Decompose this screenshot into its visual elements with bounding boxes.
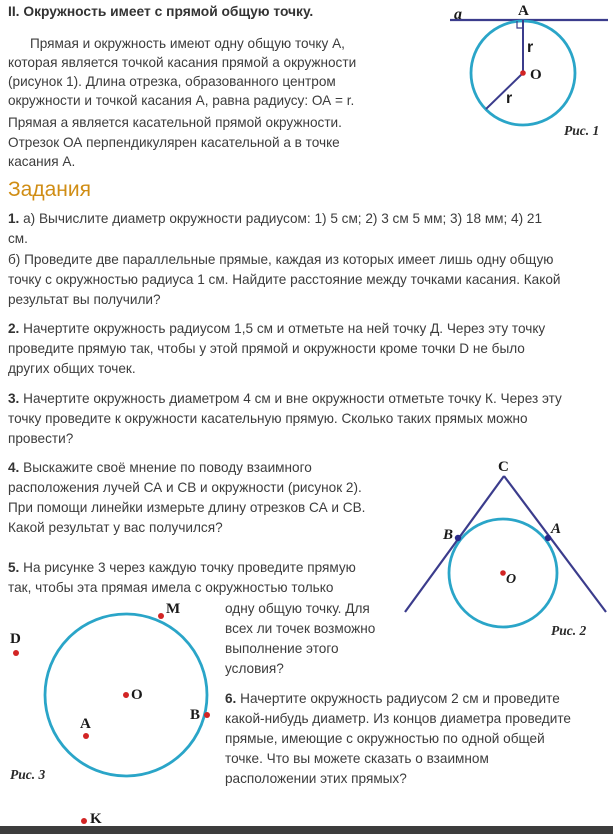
label-r2: r [506, 90, 513, 107]
task-text: Начертите окружность радиусом 2 см и проведите [240, 691, 560, 706]
theory-line: окружности и точкой касания А, равна радиусу: ОА = r. [8, 93, 355, 108]
figure-3 [0, 595, 222, 826]
label-r1: r [527, 39, 534, 56]
task-text: а) Вычислите диаметр окружности радиусом: 1) 5 см; 2) 3 см 5 мм; 3) 18 мм; 4) 21 [23, 211, 543, 226]
task-5-line [8, 558, 356, 577]
center-dot [500, 570, 506, 576]
task-6-line: прямые, имеющие с окружностью по одной общей [225, 731, 545, 746]
task-2-line [8, 319, 545, 338]
label-D: D [10, 631, 21, 647]
task-text: Выскажите своё мнение по поводу взаимного [23, 460, 312, 475]
label-A: A [551, 521, 562, 537]
label-C: C [498, 459, 509, 475]
label-B: B [443, 527, 454, 543]
center-dot [520, 70, 526, 76]
label-A: A [80, 716, 91, 732]
ray-cb [405, 476, 504, 612]
caption-fig3: Рис. 3 [10, 767, 46, 782]
theory-line: Прямая а является касательной прямой окружности. [8, 115, 342, 130]
point-d-dot [13, 650, 19, 656]
theory-line: касания А. [8, 154, 76, 169]
figure-1 [440, 0, 613, 150]
caption-fig2: Рис. 2 [551, 623, 587, 638]
task-number: 2. [8, 321, 20, 336]
radius-2 [486, 73, 523, 109]
task-5-line: так, чтобы эта прямая имела с окружностью только [8, 580, 334, 595]
label-A: A [518, 3, 529, 19]
task-text: Начертите окружность радиусом 1,5 см и отметьте на ней точку Д. Через эту точку [23, 321, 546, 336]
theory-line: Прямая и окружность имеют одну общую точку А, [30, 36, 345, 51]
point-m-dot [158, 613, 164, 619]
label-M: M [166, 601, 181, 617]
task-number: 3. [8, 391, 20, 406]
theory-line: Отрезок ОА перпендикулярен касательной а в точке [8, 135, 340, 150]
task-5-line: условия? [225, 661, 284, 676]
tasks-heading: Задания [8, 178, 91, 201]
figure-2 [398, 455, 613, 645]
task-6-line [225, 689, 560, 708]
section-title: II. Окружность имеет с прямой общую точку. [8, 4, 314, 19]
label-O: O [131, 687, 143, 703]
point-b-dot [455, 535, 461, 541]
task-2-line: проведите прямую так, чтобы у этой прямой и окружности кроме точки D не было [8, 341, 525, 356]
task-6-line: расположении этих прямых? [225, 771, 407, 786]
task-4-line: При помощи линейки измерьте длину отрезков СА и СВ. [8, 500, 366, 515]
task-4-line [8, 458, 312, 477]
task-1-line: точку с окружностью радиуса 1 см. Найдите расстояние между точками касания. Какой [8, 272, 561, 287]
task-6-line: точке. Что вы можете сказать о взаимном [225, 751, 489, 766]
label-O: O [506, 572, 517, 587]
label-a: a [454, 6, 462, 23]
task-4-line: расположения лучей СА и СВ и окружности (рисунок 2). [8, 480, 362, 495]
task-2-line: других общих точек. [8, 361, 136, 376]
point-k-dot [81, 818, 87, 824]
point-a-dot [83, 733, 89, 739]
task-4-line: Какой результат у вас получился? [8, 520, 223, 535]
task-1-line: б) Проведите две параллельные прямые, каждая из которых имеет лишь одну общую [8, 252, 554, 267]
task-1-line: см. [8, 231, 28, 246]
task-3-line: точку проведите к окружности касательную прямую. Сколько таких прямых можно [8, 411, 528, 426]
point-b-dot [204, 712, 210, 718]
task-6-line: какой-нибудь диаметр. Из концов диаметра проведите [225, 711, 571, 726]
task-3-line: провести? [8, 431, 74, 446]
label-O: O [530, 67, 542, 83]
task-text: На рисунке 3 через каждую точку проведите прямую [23, 560, 356, 575]
task-5-line: выполнение этого [225, 641, 339, 656]
caption-fig1: Рис. 1 [564, 123, 600, 138]
task-number: 6. [225, 691, 237, 706]
task-number: 1. [8, 211, 20, 226]
task-5-line: одну общую точку. Для [225, 601, 370, 616]
bottom-bar [0, 826, 613, 834]
task-3-line [8, 389, 562, 408]
theory-line: (рисунок 1). Длина отрезка, образованного центром [8, 74, 336, 89]
task-1-line [8, 209, 542, 228]
task-text: Начертите окружность диаметром 4 см и вне окружности отметьте точку К. Через эту [23, 391, 562, 406]
task-1-line: результат вы получили? [8, 292, 161, 307]
theory-line: которая является точкой касания прямой а окружности [8, 55, 357, 70]
task-number: 4. [8, 460, 20, 475]
point-o-dot [123, 692, 129, 698]
label-K: K [90, 811, 102, 826]
task-5-line: всех ли точек возможно [225, 621, 376, 636]
task-number: 5. [8, 560, 20, 575]
label-B: B [190, 707, 201, 723]
